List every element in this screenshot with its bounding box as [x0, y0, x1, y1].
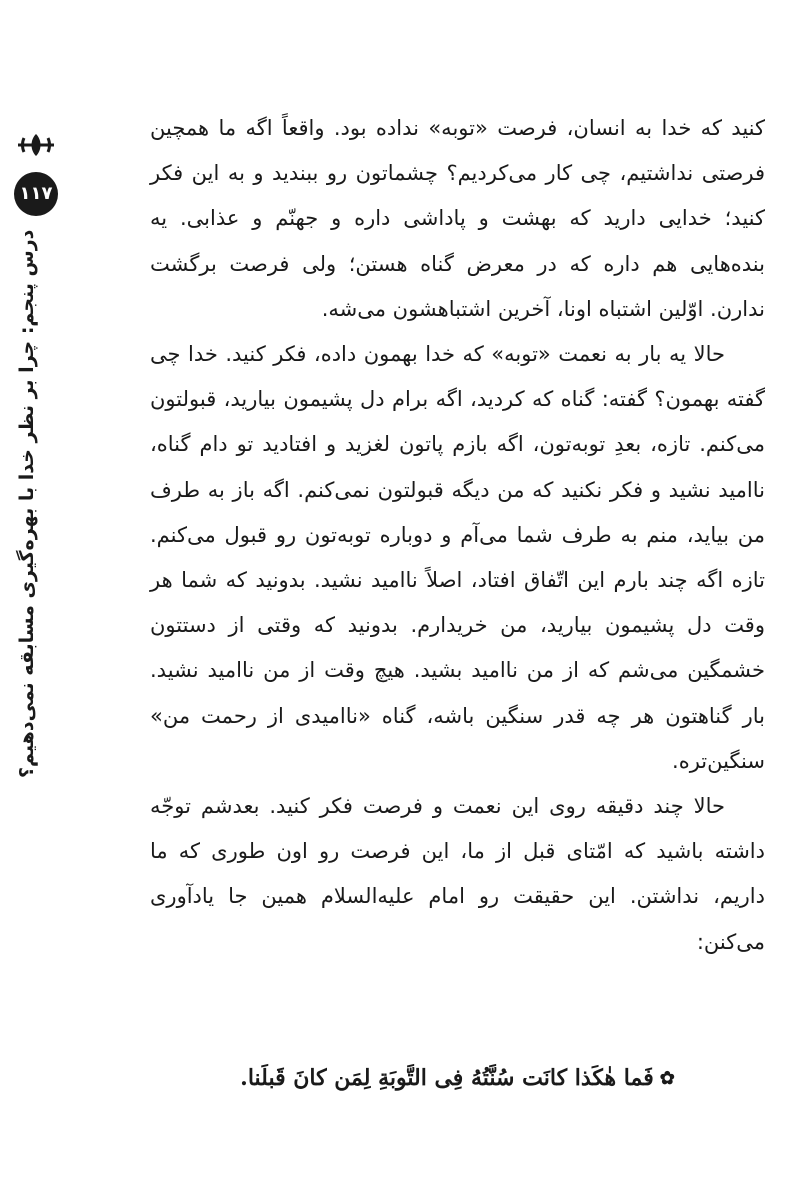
ornament-icon	[16, 130, 56, 160]
quote-text: فَما هٰکَذا کانَت سُنَّتُهُ فِی التَّوبَةِ لِمَن کانَ قَبلَنا.	[240, 1065, 654, 1091]
paragraph-1: کنید که خدا به انسان، فرصت «توبه» نداده بود. واقعاً اگه ما همچین فرصتی نداشتیم، چی کار می‌کردیم؟ چشماتون رو ببندید و به این فکر کنید؛ خدایی دارید که بهشت و پاداشی داره و جهنّم و عذابی. یه بنده‌هایی هم داره که در معرض گناه هستن؛ ولی فرصت برگشت ندارن. اوّلین اشتباه اونا، آخرین اشتباهشون می‌شه.	[150, 116, 765, 321]
flower-ornament-icon: ✿	[659, 1068, 675, 1089]
page-margin	[0, 100, 80, 779]
quote-line	[150, 1056, 765, 1101]
running-header: درس پنجم: چرا بر نظر خدا با بهره‌گیری مسابقه نمی‌دهیم؟	[16, 230, 38, 779]
page-number: ۱۱۷	[14, 172, 58, 216]
paragraph-2: حالا یه بار به نعمت «توبه» که خدا بهمون داده، فکر کنید. خدا چی گفته بهمون؟ گفته: گناه که کردید، اگه برام دل پشیمون بیارید، قبولتون می‌کنم. تازه، بعدِ توبه‌تون، اگه بازم پاتون لغزید و افتادید تو دام گناه، ناامید نشید و فکر نکنید که من دیگه قبولتون نمی‌کنم. اگه باز به طرف من بیاید، منم به طرف شما می‌آم و دوباره توبه‌تون رو قبول می‌کنم. تازه اگه چند بارم این اتّفاق افتاد، اصلاً ناامید نشید. بدونید که شما هر وقت دل پشیمون بیارید، من خریدارم. بدونید که وقتی از دستتون خشمگین می‌شم که از من ناامید بشید. هیچ وقت از من ناامید نشید. بار گناهتون هر چه قدر سنگین باشه، گناه «ناامیدی از رحمت من» سنگین‌تره.	[150, 342, 765, 773]
paragraph-3: حالا چند دقیقه روی این نعمت و فرصت فکر کنید. بعدشم توجّه داشته باشید که امّتای قبل از ما، این فرصت رو اون طوری که ما داریم، نداشتن. این حقیقت رو امام علیه‌السلام همین جا یادآوری می‌کنن:	[150, 794, 765, 954]
body-text	[150, 106, 765, 965]
